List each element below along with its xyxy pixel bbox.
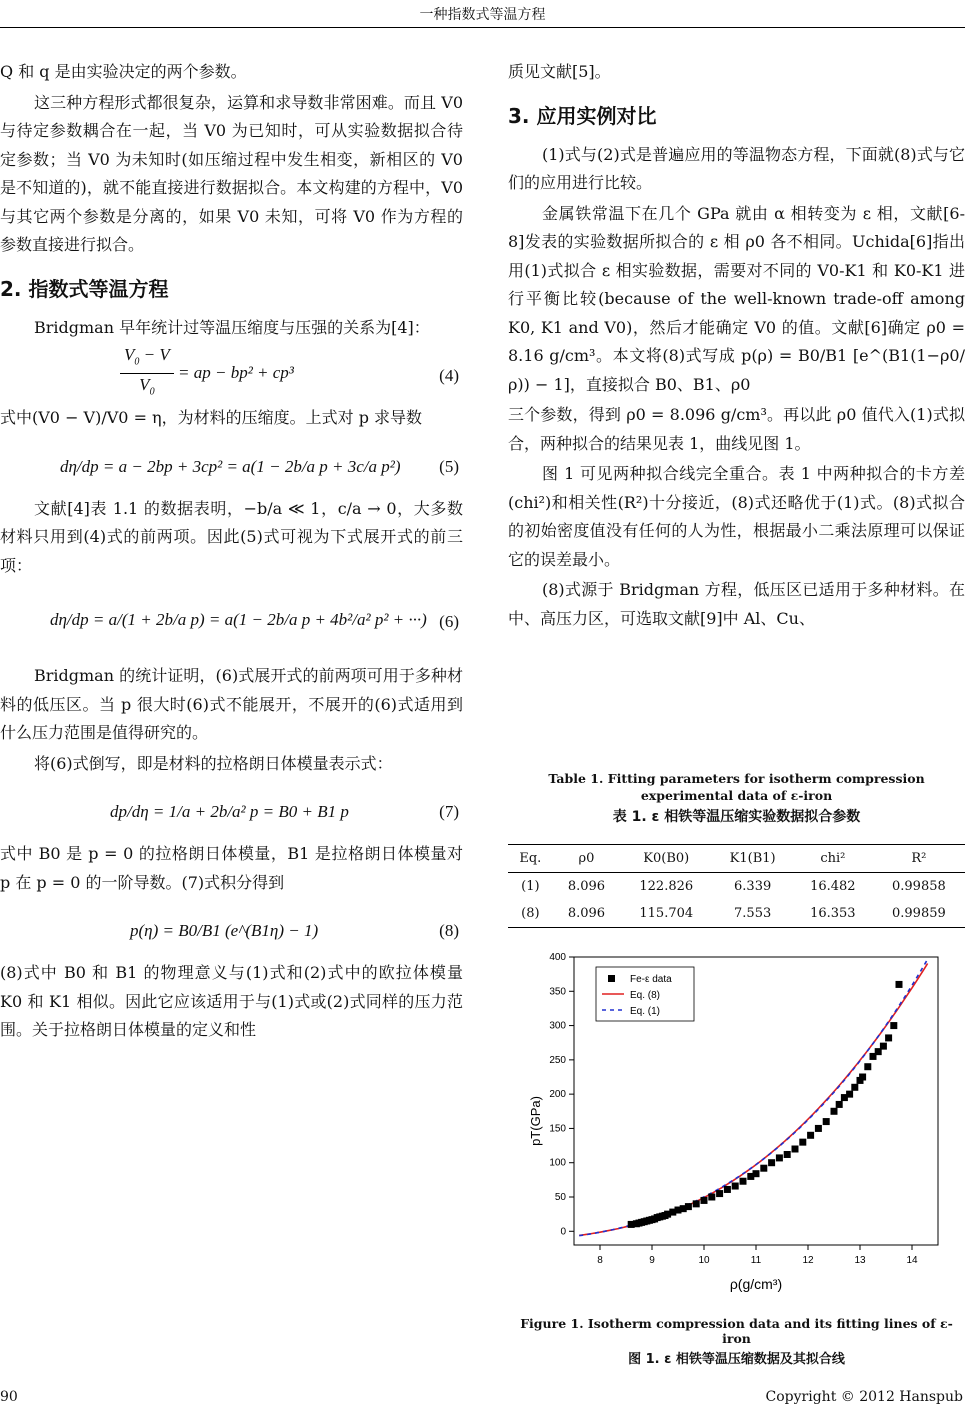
running-header: 一种指数式等温方程 — [419, 7, 546, 23]
right-column — [508, 58, 965, 635]
table-header-cell: K0(B0) — [643, 851, 690, 866]
table-cell: 7.553 — [734, 906, 772, 921]
table-header-row — [508, 845, 965, 873]
table-header-cell: ρ0 — [578, 851, 595, 866]
data-point — [776, 1154, 783, 1161]
section-heading-2: 2. 指数式等温方程 — [0, 276, 169, 301]
fitting-table — [508, 844, 965, 928]
x-tick-label: 9 — [649, 1255, 655, 1266]
y-tick-label: 400 — [549, 952, 566, 963]
y-tick-label: 250 — [549, 1054, 566, 1066]
legend-label: Eq. (8) — [630, 990, 661, 1001]
legend-marker-data — [608, 975, 615, 982]
equation-4-rhs: = ap − bp² + cp³ — [178, 362, 294, 382]
paragraph: 金属铁常温下在几个 GPa 就由 α 相转变为 ε 相，文献[6-8]发表的实验数据所拟合的 ε 相 ρ0 各不相同。Uchida[6]指出用(1)式拟合 ε 相实验数据，需要对不同的 V0-K1 和 K0-K1 进行平衡比较(because of the well-known trade-off among K0, K1 and V0)，然后才能确定 V0 的值。文献[6]确定 ρ0 = 8.16 g/cm³。本文将(8)式写成 p(ρ) = B0/B1 [e^(B1(1−ρ0/ρ)) − 1]，直接拟合 B0、B1、ρ0 — [508, 203, 965, 394]
table-cell: 122.826 — [639, 879, 694, 894]
data-point — [859, 1074, 866, 1081]
x-tick-label: 11 — [750, 1255, 762, 1266]
figure-caption — [508, 1316, 965, 1367]
data-point — [880, 1043, 887, 1050]
x-tick-label: 8 — [597, 1255, 603, 1266]
paragraph: (8)式中 B0 和 B1 的物理意义与(1)式和(2)式中的欧拉体模量 K0 和 K1 相似。因此它应该适用于与(1)式或(2)式同样的压力范围。关于拉格朗日体模量的定义和性 — [0, 963, 463, 1039]
paragraph: 将(6)式倒写，即是材料的拉格朗日体模量表示式： — [34, 753, 393, 773]
table-cell: (1) — [521, 879, 540, 894]
left-column — [0, 58, 463, 1047]
data-point — [701, 1197, 708, 1204]
figure-caption-cn: 图 1. ε 相铁等温压缩数据及其拟合线 — [628, 1352, 845, 1367]
y-tick-label: 50 — [554, 1192, 566, 1203]
y-tick-label: 100 — [549, 1157, 566, 1169]
equation-number: (5) — [439, 456, 459, 476]
equation-number: (7) — [439, 802, 459, 821]
table-1 — [508, 770, 965, 928]
equation-number: (6) — [439, 612, 459, 631]
paragraph: Q 和 q 是由实验决定的两个参数。 — [0, 62, 247, 81]
data-point — [693, 1200, 700, 1207]
data-point — [831, 1108, 838, 1115]
equation-5-body: dη/dp = a − 2bp + 3cp² = a(1 − 2b/a p + 3c/a p²) — [60, 456, 401, 476]
data-point — [784, 1151, 791, 1158]
data-point — [732, 1183, 739, 1190]
figure-1-chart — [508, 945, 965, 1310]
section-heading-3: 3. 应用实例对比 — [508, 103, 657, 128]
table-cell: 8.096 — [567, 879, 606, 894]
data-point — [685, 1203, 692, 1210]
equation-8 — [0, 899, 463, 959]
table-header-cell: chi² — [820, 851, 846, 866]
paragraph: 质见文献[5]。 — [508, 62, 611, 81]
paragraph: 文献[4]表 1.1 的数据表明，−b/a ≪ 1，c/a → 0，大多数材料只用到(4)式的前两项。因此(5)式可视为下式展开式的前三项： — [0, 498, 463, 575]
data-point — [846, 1091, 853, 1098]
table-header-cell: R² — [911, 851, 927, 866]
data-point — [807, 1132, 814, 1139]
paragraph: 图 1 可见两种拟合线完全重合。表 1 中两种拟合的卡方差(chi²)和相关性(R²)十分接近，(8)式还略优于(1)式。(8)式拟合的初始密度值没有任何的人为性，根据最小二乘法原理可以保证它的误差最小。 — [508, 464, 965, 569]
y-tick-label: 300 — [549, 1020, 566, 1032]
paragraph: 式中 B0 是 p = 0 的拉格朗日体模量，B1 是拉格朗日体模量对 p 在 p = 0 的一阶导数。(7)式积分得到 — [0, 844, 463, 892]
data-point — [823, 1118, 830, 1125]
y-tick-label: 350 — [549, 986, 566, 998]
paragraph: 这三种方程形式都很复杂，运算和求导数非常困难。而且 V0 与待定参数耦合在一起，当 V0 为已知时，可从实验数据拟合待定参数；当 V0 为未知时(如压缩过程中发生相变，新相区的 V0 是不知道的)，就不能直接进行数据拟合。本文构建的方程中，V0 与其它两个参数是分离的，如果 V0 未知，可将 V0 作为方程的参数直接进行拟合。 — [0, 92, 463, 254]
data-point — [864, 1063, 871, 1070]
paragraph: 式中(V0 − V)/V0 = η，为材料的压缩度。上式对 p 求导数 — [0, 408, 423, 427]
data-point — [768, 1159, 775, 1166]
equation-6-body: dη/dp = a/(1 + 2b/a p) = a(1 − 2b/a p + 4b²/a² p² + ···) — [50, 610, 427, 629]
equation-8-body: p(η) = B0/B1 (e^(B1η) − 1) — [130, 921, 319, 940]
x-tick-label: 10 — [698, 1255, 710, 1266]
data-point — [851, 1084, 858, 1091]
data-point — [753, 1170, 760, 1177]
data-point — [792, 1146, 799, 1153]
table-header-cell: K1(B1) — [729, 851, 776, 866]
table-row — [508, 873, 965, 901]
header-rule — [0, 27, 965, 28]
table-row — [508, 900, 965, 928]
table-cell: 0.99858 — [892, 879, 946, 894]
table-caption-en: Table 1. Fitting parameters for isotherm compression experimental data of ε-iron — [548, 771, 925, 803]
y-tick-label: 0 — [560, 1226, 566, 1238]
data-point — [836, 1101, 843, 1108]
x-tick-label: 13 — [854, 1255, 866, 1266]
x-tick-label: 12 — [802, 1255, 814, 1266]
y-tick-label: 200 — [549, 1089, 566, 1101]
paragraph: (1)式与(2)式是普遍应用的等温物态方程，下面就(8)式与它们的应用进行比较。 — [508, 144, 965, 192]
x-tick-label: 14 — [906, 1255, 918, 1266]
equation-5 — [0, 435, 463, 495]
data-point — [740, 1178, 747, 1185]
data-point — [896, 981, 903, 988]
legend-label: Eq. (1) — [630, 1006, 661, 1017]
figure-caption-en: Figure 1. Isotherm compression data and its fitting lines of ε-iron — [520, 1316, 953, 1346]
page-number: 90 — [0, 1389, 18, 1405]
paragraph: Bridgman 的统计证明，(6)式展开式的前两项可用于多种材料的低压区。当 p 很大时(6)式不能展开，不展开的(6)式适用到什么压力范围是值得研究的。 — [0, 666, 463, 742]
paragraph: (8)式源于 Bridgman 方程，低压区已适用于多种材料。在中、高压力区，可选取文献[9]中 Al、Cu、 — [508, 580, 965, 628]
equation-number: (4) — [439, 366, 459, 385]
data-point — [760, 1165, 767, 1172]
equation-7-body: dp/dη = 1/a + 2b/a² p = B0 + B1 p — [110, 802, 349, 821]
paragraph: Bridgman 早年统计过等温压缩度与压强的关系为[4]： — [34, 317, 430, 337]
legend-label: Fe-ε data — [630, 974, 672, 985]
equation-6 — [0, 582, 463, 662]
equation-4: $\frac{V_0 - V}{V_0}$ = ap − bp² + cp³ (4) — [0, 344, 463, 404]
table-cell: 115.704 — [639, 906, 694, 921]
table-cell: (8) — [521, 906, 540, 921]
table-cell: 8.096 — [567, 906, 606, 921]
x-axis-label: ρ(g/cm³) — [729, 1276, 783, 1292]
data-point — [799, 1139, 806, 1146]
data-point — [708, 1194, 715, 1201]
y-axis-label: pT(GPa) — [528, 1096, 543, 1146]
data-point — [890, 1022, 897, 1029]
table-cell: 6.339 — [734, 879, 772, 894]
table-caption-cn: 表 1. ε 相铁等温压缩实验数据拟合参数 — [612, 809, 861, 825]
table-cell: 0.99859 — [892, 906, 946, 921]
table-cell: 16.482 — [810, 879, 856, 894]
table-header-cell: Eq. — [519, 851, 542, 866]
y-tick-label: 150 — [549, 1123, 566, 1135]
table-cell: 16.353 — [810, 906, 856, 921]
equation-7 — [0, 780, 463, 840]
copyright: Copyright © 2012 Hanspub — [765, 1389, 963, 1405]
data-point — [885, 1034, 892, 1041]
data-point — [716, 1190, 723, 1197]
data-point — [815, 1125, 822, 1132]
equation-number: (8) — [439, 921, 459, 940]
paragraph: 三个参数，得到 ρ0 = 8.096 g/cm³。再以此 ρ0 值代入(1)式拟合，两种拟合的结果见表 1，曲线见图 1。 — [508, 405, 965, 453]
data-point — [724, 1186, 731, 1193]
